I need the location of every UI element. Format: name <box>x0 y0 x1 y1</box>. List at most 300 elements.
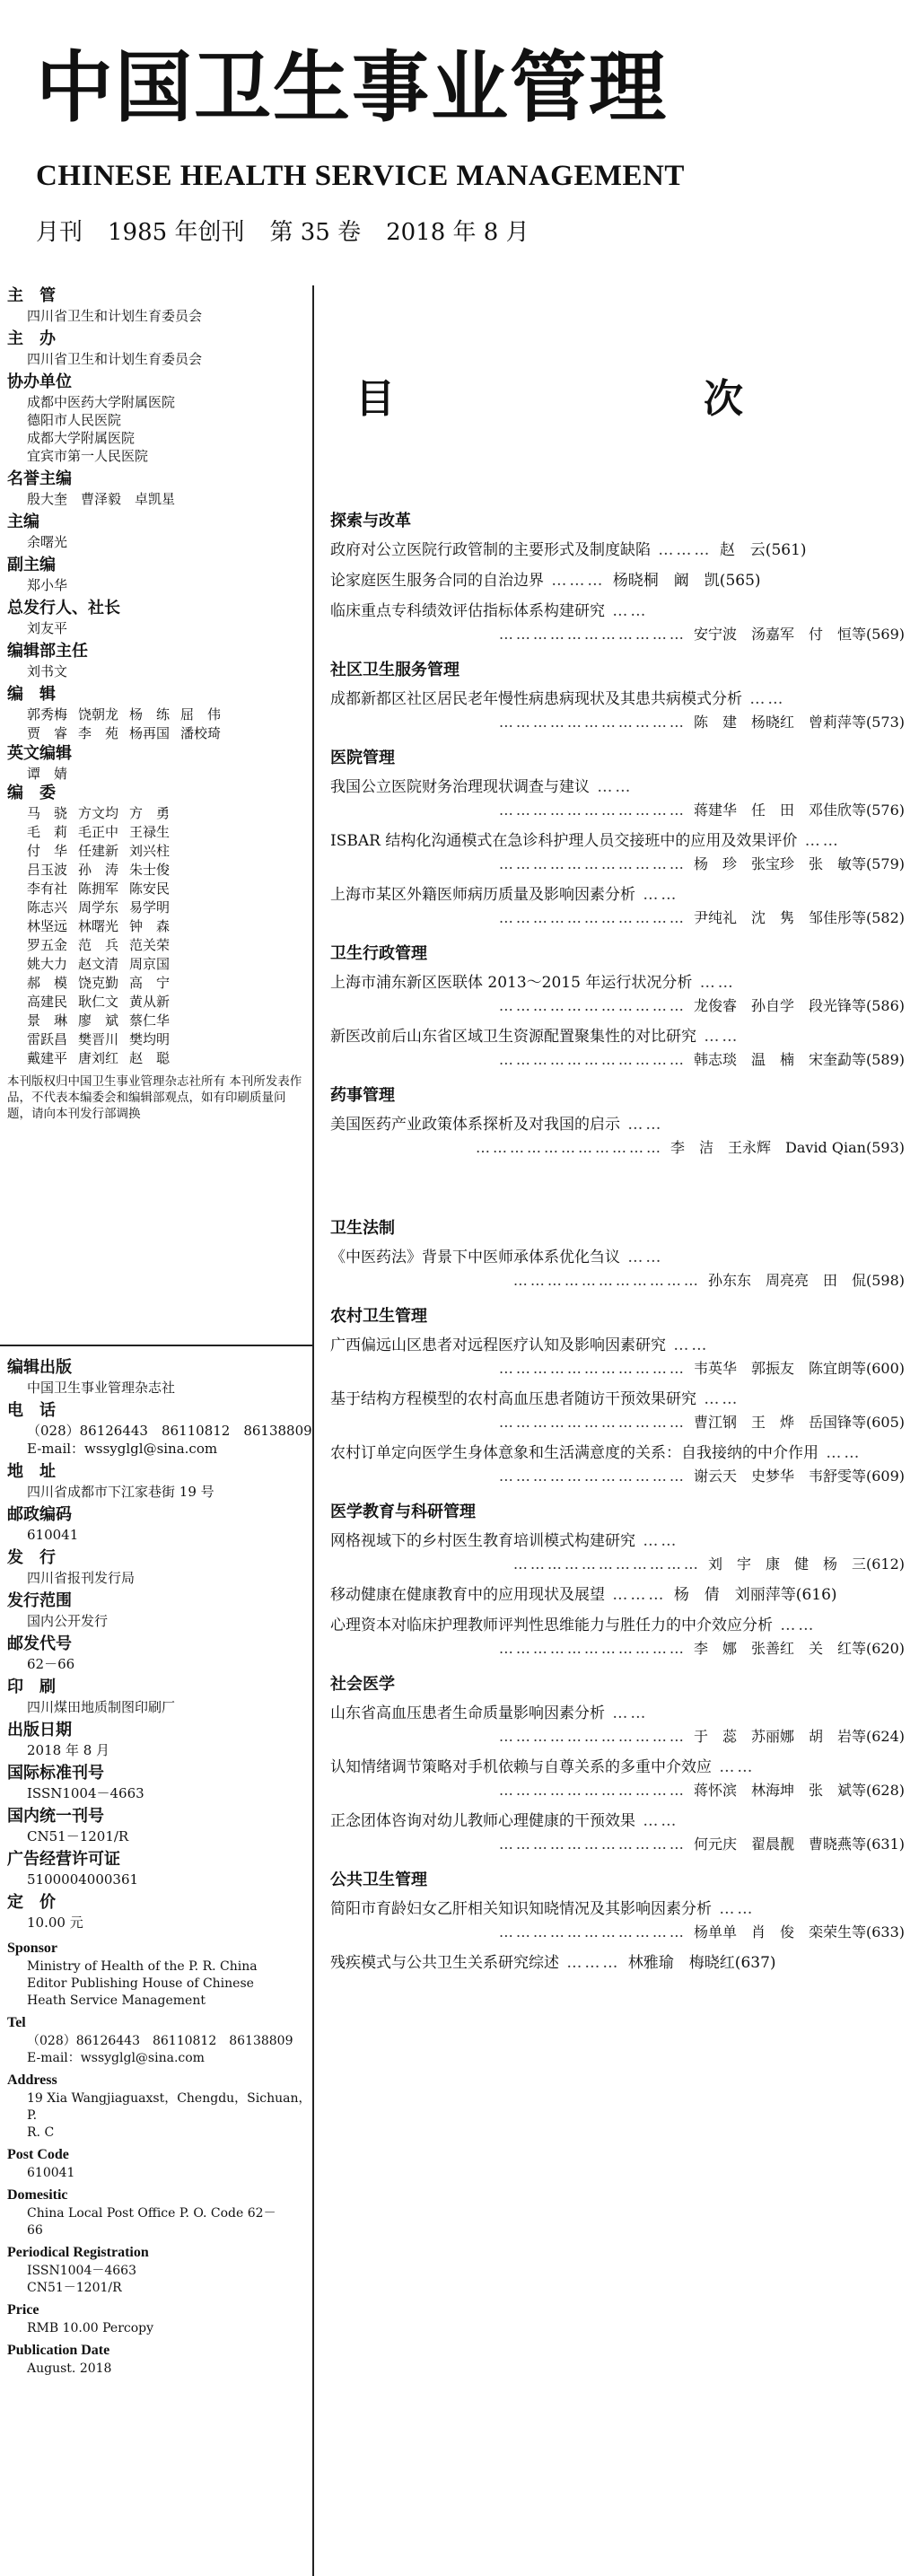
article-authors: 林雅瑜 梅晓红(637) <box>627 1954 776 1972</box>
leader-dots: …………………………… <box>498 1468 694 1485</box>
toc-entry-meta <box>330 1357 905 1380</box>
leader-dots: …………………………… <box>498 802 694 819</box>
article-title: 《中医药法》背景下中医师承体系优化刍议 <box>330 1249 620 1266</box>
committee-member-name: 林坚远 <box>27 918 68 934</box>
committee-heading: 编 委 <box>7 784 56 802</box>
leader-dots: …………………………… <box>498 909 694 926</box>
toc-category: 探索与改革 <box>330 512 411 530</box>
committee-member-name: 樊均明 <box>129 1031 171 1047</box>
toc-entry-meta <box>330 1921 905 1944</box>
article-title: 移动健康在健康教育中的应用现状及展望 <box>330 1586 605 1604</box>
publication-en-value: ISSN1004－4663 <box>27 2264 136 2278</box>
toc-entry[interactable] <box>330 1388 905 1434</box>
committee-member-name: 戴建平 <box>27 1050 68 1066</box>
committee-member-name: 陈拥军 <box>78 881 119 897</box>
leader-dots: …………………………… <box>498 1414 694 1431</box>
toc-entry-title <box>330 1614 905 1637</box>
sidebar-divider <box>0 1345 312 1346</box>
sidebar-editorial-board <box>0 285 312 1345</box>
imprint-heading: 主编 <box>7 513 39 531</box>
publication-section <box>7 1634 312 1673</box>
toc-entry[interactable] <box>330 1025 905 1072</box>
publication-value: 10.00 元 <box>27 1914 83 1931</box>
imprint-section <box>7 372 312 465</box>
toc-entry-title <box>330 1441 905 1465</box>
toc-entry[interactable] <box>330 829 905 876</box>
article-authors: 尹纯礼 沈 隽 邹佳彤等(582) <box>693 909 905 926</box>
publication-en-value: 610041 <box>27 2166 75 2180</box>
publication-value: 2018 年 8 月 <box>27 1742 110 1758</box>
toc-entry-title <box>330 1113 905 1136</box>
imprint-section <box>7 469 312 508</box>
committee-member-name: 姚大力 <box>27 956 68 972</box>
toc-entry[interactable] <box>330 1756 905 1802</box>
imprint-value: 成都中医药大学附属医院 <box>27 394 176 410</box>
article-title: 政府对公立医院行政管制的主要形式及制度缺陷 <box>330 541 651 559</box>
leader-dots: …………………………… <box>475 1139 671 1156</box>
leader-dots: …… <box>620 1249 664 1266</box>
editor-name: 杨再国 <box>129 725 171 741</box>
publication-heading: 印 刷 <box>7 1678 56 1696</box>
publication-en-section <box>7 2186 312 2239</box>
publication-value: 国内公开发行 <box>27 1613 109 1629</box>
toc-entry-meta <box>330 1136 905 1160</box>
leader-dots: …… <box>818 1444 862 1462</box>
article-authors: 陈 建 杨晓红 曾莉萍等(573) <box>693 714 905 731</box>
imprint-value: 四川省卫生和计划生育委员会 <box>27 308 203 324</box>
publication-section <box>7 1400 312 1458</box>
toc-entry-title <box>330 1756 905 1779</box>
committee-member-name: 李有社 <box>27 881 68 897</box>
publication-section <box>7 1590 312 1630</box>
article-authors: 韩志琰 温 楠 宋奎勐等(589) <box>693 1051 905 1068</box>
committee-member-name: 王禄生 <box>129 824 171 840</box>
leader-dots: ……… <box>605 1586 674 1604</box>
publication-en-section <box>7 2341 312 2378</box>
leader-dots: …………………………… <box>498 1728 694 1745</box>
committee-member-name: 周学东 <box>78 899 119 916</box>
article-title: 残疾模式与公共卫生关系研究综述 <box>330 1954 559 1972</box>
article-title: 临床重点专科绩效评估指标体系构建研究 <box>330 602 605 620</box>
committee-member-name: 钟 森 <box>129 918 171 934</box>
committee-member-name: 方 勇 <box>129 805 171 821</box>
toc-entry-meta <box>330 1269 905 1292</box>
editor-name: 饶朝龙 <box>78 706 119 723</box>
toc-entry-title <box>330 1897 905 1921</box>
toc-entry-title <box>330 1388 905 1411</box>
leader-dots: …………………………… <box>498 714 694 731</box>
publication-en-value: CN51－1201/R <box>27 2281 122 2295</box>
committee-section <box>7 783 312 1068</box>
publication-section <box>7 1677 312 1716</box>
article-title: 心理资本对临床护理教师评判性思维能力与胜任力的中介效应分析 <box>330 1617 773 1634</box>
publication-value: 62－66 <box>27 1656 75 1672</box>
toc-entry-meta <box>330 1637 905 1660</box>
publication-en-value: Heath Service Management <box>27 1993 206 2008</box>
toc-entry-title <box>330 1529 905 1553</box>
article-authors: 赵 云(561) <box>719 541 807 559</box>
article-title: 正念团体咨询对幼儿教师心理健康的干预效果 <box>330 1812 635 1830</box>
toc-entry-title <box>330 1702 905 1725</box>
publication-value: 610041 <box>27 1527 79 1543</box>
publication-heading: 邮发代号 <box>7 1634 72 1653</box>
toc-entry[interactable] <box>330 569 905 592</box>
leader-dots: …… <box>590 778 634 796</box>
committee-member-name: 唐刘红 <box>78 1050 119 1066</box>
committee-member-row <box>27 842 312 861</box>
publication-section <box>7 1461 312 1501</box>
toc-entry-line <box>330 1951 905 1975</box>
publication-value: CN51－1201/R <box>27 1828 129 1844</box>
leader-dots: …… <box>605 1704 649 1722</box>
toc-entry[interactable] <box>330 1246 905 1292</box>
article-authors: 刘 宇 康 健 杨 三(612) <box>707 1555 905 1573</box>
toc-entry[interactable] <box>330 775 905 822</box>
toc-entry-title <box>330 971 905 994</box>
toc-entry[interactable] <box>330 1113 905 1160</box>
journal-title-cn: 中国卫生事业管理 <box>36 43 668 133</box>
imprint-value: 殷大奎 曹泽毅 卓凯星 <box>27 491 176 507</box>
committee-member-name: 任建新 <box>78 843 119 859</box>
toc-category: 社区卫生服务管理 <box>330 661 460 679</box>
article-title: 上海市某区外籍医师病历质量及影响因素分析 <box>330 886 635 904</box>
article-title: 简阳市育龄妇女乙肝相关知识知晓情况及其影响因素分析 <box>330 1900 712 1918</box>
toc-entry-title <box>330 829 905 853</box>
publication-value: 四川省成都市下江家巷街 19 号 <box>27 1484 214 1500</box>
article-title: ISBAR 结构化沟通模式在急诊科护理人员交接班中的应用及效果评价 <box>330 832 798 850</box>
publication-value: 中国卫生事业管理杂志社 <box>27 1380 176 1396</box>
publication-section <box>7 1547 312 1587</box>
toc-entry-title <box>330 1334 905 1357</box>
committee-member-name: 黄从新 <box>129 994 171 1010</box>
leader-dots: …………………………… <box>498 997 694 1014</box>
leader-dots: ……… <box>651 541 720 559</box>
editor-name: 屈 伟 <box>180 706 222 723</box>
leader-dots: …… <box>712 1900 756 1918</box>
article-authors: 杨 倩 刘丽萍等(616) <box>673 1586 837 1604</box>
toc-entry[interactable] <box>330 1702 905 1748</box>
article-authors: 龙俊睿 孙自学 段光锋等(586) <box>693 997 905 1014</box>
publication-value: ISSN1004－4663 <box>27 1785 144 1801</box>
article-title: 认知情绪调节策略对手机依赖与自尊关系的多重中介效应 <box>330 1758 712 1776</box>
leader-dots: …… <box>635 1812 679 1830</box>
publication-heading: 国内统一刊号 <box>7 1807 104 1826</box>
publication-heading: 国际标准刊号 <box>7 1764 104 1783</box>
committee-member-name: 廖 斌 <box>78 1012 119 1029</box>
article-title: 基于结构方程模型的农村高血压患者随访干预效果研究 <box>330 1390 696 1408</box>
toc-entry-meta <box>330 711 905 734</box>
publication-en-heading: Publication Date <box>7 2343 110 2358</box>
imprint-value: 郑小华 <box>27 577 68 593</box>
article-authors: 孙东东 周亮亮 田 侃(598) <box>707 1272 905 1289</box>
committee-member-row <box>27 1012 312 1030</box>
toc-entry[interactable] <box>330 600 905 646</box>
imprint-value: 余曙光 <box>27 534 68 550</box>
committee-member-name: 刘兴柱 <box>129 843 171 859</box>
committee-member-name: 赵文清 <box>78 956 119 972</box>
publication-heading: 地 址 <box>7 1462 56 1481</box>
leader-dots: …………………………… <box>498 626 694 643</box>
article-authors: 谢云天 史梦华 韦舒雯等(609) <box>693 1468 905 1485</box>
publication-section <box>7 1806 312 1845</box>
leader-dots: …… <box>742 690 786 708</box>
toc-entry[interactable] <box>330 883 905 930</box>
toc-entry-title <box>330 775 905 799</box>
committee-member-name: 孙 涛 <box>78 862 119 878</box>
toc-entry-meta <box>330 994 905 1018</box>
publication-en-value: E-mail：wssyglgl@sina.com <box>27 2051 205 2065</box>
publication-en-heading: Sponsor <box>7 1941 58 1956</box>
committee-member-row <box>27 974 312 993</box>
publication-section <box>7 1849 312 1888</box>
publication-en-section <box>7 2243 312 2297</box>
leader-dots: …… <box>692 974 736 992</box>
leader-dots: ……… <box>559 1954 628 1972</box>
committee-member-name: 罗五金 <box>27 937 68 953</box>
leader-dots: …… <box>666 1336 710 1354</box>
publication-heading: 发 行 <box>7 1548 56 1567</box>
publication-value: 5100004000361 <box>27 1871 139 1888</box>
committee-member-row <box>27 861 312 880</box>
imprint-heading: 副主编 <box>7 556 56 574</box>
leader-dots: …………………………… <box>498 1051 694 1068</box>
sidebar-imprint <box>0 285 314 2576</box>
committee-member-name: 范关荣 <box>129 937 171 953</box>
toc-entry-title <box>330 1246 905 1269</box>
toc-category: 农村卫生管理 <box>330 1307 427 1326</box>
toc-entry-meta <box>330 1465 905 1488</box>
english-editor-section <box>7 743 312 783</box>
leader-dots: …………………………… <box>498 1923 694 1941</box>
publication-en-section <box>7 2300 312 2337</box>
masthead <box>0 0 919 269</box>
committee-member-row <box>27 880 312 898</box>
publication-section <box>7 1763 312 1802</box>
article-title: 我国公立医院财务治理现状调查与建议 <box>330 778 590 796</box>
committee-member-name: 吕玉波 <box>27 862 68 878</box>
publication-en-value: China Local Post Office P. O. Code 62－ <box>27 2206 276 2221</box>
toc-entry-title <box>330 883 905 907</box>
toc-entry-meta <box>330 1725 905 1748</box>
toc-entry-meta <box>330 799 905 822</box>
imprint-heading: 名誉主编 <box>7 469 72 488</box>
publication-section <box>7 1720 312 1759</box>
leader-dots: …………………………… <box>498 1782 694 1799</box>
article-authors: 蒋怀滨 林海坤 张 斌等(628) <box>693 1782 905 1799</box>
leader-dots: ……… <box>544 572 613 590</box>
article-authors: 杨晓桐 阚 凯(565) <box>612 572 761 590</box>
frequency: 月刊 <box>36 219 83 246</box>
publication-en-heading: Periodical Registration <box>7 2245 149 2260</box>
article-authors: 何元庆 翟晨靓 曹晓燕等(631) <box>693 1836 905 1853</box>
publication-heading: 发行范围 <box>7 1591 72 1610</box>
publication-en-section <box>7 2145 312 2182</box>
article-title: 农村订单定向医学生身体意象和生活满意度的关系：自我接纳的中介作用 <box>330 1444 818 1462</box>
issue-info <box>36 214 555 247</box>
founded: 1985 年创刊 <box>108 219 245 246</box>
leader-dots: …… <box>620 1116 664 1134</box>
article-title: 成都新都区社区居民老年慢性病患病现状及其患共病模式分析 <box>330 690 742 708</box>
toc-entry[interactable] <box>330 688 905 734</box>
toc-entry-meta <box>330 1048 905 1072</box>
committee-member-row <box>27 804 312 823</box>
imprint-value: 宜宾市第一人民医院 <box>27 448 149 464</box>
toc-entry[interactable] <box>330 1529 905 1576</box>
article-authors: 李 娜 张善红 关 红等(620) <box>693 1640 905 1657</box>
editor-name: 潘校琦 <box>180 725 222 741</box>
committee-member-name: 朱士俊 <box>129 862 171 878</box>
toc-entry-meta <box>330 1779 905 1802</box>
imprint-value: 德阳市人民医院 <box>27 412 122 428</box>
toc-entry[interactable] <box>330 1614 905 1660</box>
committee-member-name: 毛 莉 <box>27 824 68 840</box>
leader-dots: …… <box>635 886 679 904</box>
toc-entry[interactable] <box>330 1951 905 1975</box>
toc-category: 医院管理 <box>330 749 395 767</box>
editor-name: 李 苑 <box>78 725 119 741</box>
toc-list <box>330 510 905 1982</box>
toc-entry-title <box>330 600 905 623</box>
committee-member-name: 雷跃昌 <box>27 1031 68 1047</box>
publication-en-value: RMB 10.00 Percopy <box>27 2321 154 2335</box>
imprint-section <box>7 598 312 637</box>
publication-heading: 定 价 <box>7 1893 56 1912</box>
committee-member-name: 陈安民 <box>129 881 171 897</box>
issue-date: 2018 年 8 月 <box>386 219 530 246</box>
publication-en-heading: Price <box>7 2302 39 2318</box>
article-title: 山东省高血压患者生命质量影响因素分析 <box>330 1704 605 1722</box>
leader-dots: …………………………… <box>512 1272 708 1289</box>
editor-row <box>27 724 312 743</box>
imprint-section <box>7 512 312 551</box>
publication-en-value: Ministry of Health of the P. R. China <box>27 1959 258 1974</box>
publication-en-value: Editor Publishing House of Chinese <box>27 1976 254 1991</box>
leader-dots: …………………………… <box>498 1836 694 1853</box>
toc-category: 卫生法制 <box>330 1219 395 1238</box>
toc-entry-meta <box>330 1411 905 1434</box>
article-authors: 安宁波 汤嘉军 付 恒等(569) <box>693 626 905 643</box>
leader-dots: …… <box>712 1758 756 1776</box>
publication-en-section <box>7 2071 312 2142</box>
toc-entry-title <box>330 1025 905 1048</box>
imprint-heading: 总发行人、社长 <box>7 599 120 618</box>
publication-value: 四川省报刊发行局 <box>27 1570 136 1586</box>
committee-member-name: 高建民 <box>27 994 68 1010</box>
editors-section <box>7 684 312 743</box>
publication-en-heading: Tel <box>7 2015 26 2030</box>
toc-entry[interactable] <box>330 1441 905 1488</box>
committee-member-row <box>27 936 312 955</box>
imprint-section <box>7 285 312 325</box>
committee-member-name: 蔡仁华 <box>129 1012 171 1029</box>
publication-en-heading: Domesitic <box>7 2187 68 2203</box>
sidebar-publication-info <box>0 1357 312 2560</box>
toc-entry-line <box>330 1583 905 1607</box>
publication-en-heading: Address <box>7 2072 57 2088</box>
publication-en-value: 66 <box>27 2223 43 2238</box>
editor-name: 贾 睿 <box>27 725 68 741</box>
imprint-heading: 主 管 <box>7 286 56 305</box>
toc-entry[interactable] <box>330 1334 905 1380</box>
committee-member-name: 陈志兴 <box>27 899 68 916</box>
toc-entry-meta <box>330 907 905 930</box>
editor-name: 杨 练 <box>129 706 171 723</box>
toc-entry-title <box>330 1809 905 1833</box>
toc-category: 药事管理 <box>330 1086 395 1105</box>
committee-member-name: 林曙光 <box>78 918 119 934</box>
committee-member-name: 景 琳 <box>27 1012 68 1029</box>
toc-entry[interactable] <box>330 1583 905 1607</box>
committee-member-row <box>27 823 312 842</box>
article-authors: 于 蕊 苏丽娜 胡 岩等(624) <box>693 1728 905 1745</box>
committee-member-row <box>27 1049 312 1068</box>
toc-category: 公共卫生管理 <box>330 1871 427 1889</box>
publication-en-value: （028）86126443 86110812 86138809 <box>27 2034 293 2048</box>
committee-member-name: 付 华 <box>27 843 68 859</box>
article-title: 新医改前后山东省区域卫生资源配置聚集性的对比研究 <box>330 1028 696 1046</box>
toc-entry[interactable] <box>330 971 905 1018</box>
imprint-section <box>7 329 312 368</box>
imprint-value: 刘友平 <box>27 620 68 636</box>
toc-entry-meta <box>330 1553 905 1576</box>
article-authors: 曹江钢 王 烨 岳国锋等(605) <box>693 1414 905 1431</box>
committee-member-name: 赵 聪 <box>129 1050 171 1066</box>
publication-en-value: 19 Xia Wangjiaguaxst，Chengdu，Sichuan，P. <box>27 2091 311 2123</box>
leader-dots: …………………………… <box>498 1360 694 1377</box>
english-editor-name: 谭 婧 <box>27 766 68 782</box>
article-authors: 蒋建华 任 田 邓佳欣等(576) <box>693 802 905 819</box>
leader-dots: …… <box>696 1028 740 1046</box>
publication-en-section <box>7 2013 312 2067</box>
article-title: 网格视域下的乡村医生教育培训模式构建研究 <box>330 1532 635 1550</box>
imprint-heading: 编辑部主任 <box>7 642 88 661</box>
english-editor-heading: 英文编辑 <box>7 744 72 763</box>
article-title: 美国医药产业政策体系探析及对我国的启示 <box>330 1116 620 1134</box>
leader-dots: …… <box>773 1617 817 1634</box>
imprint-section <box>7 641 312 680</box>
publication-en-heading: Post Code <box>7 2147 69 2162</box>
toc-entry-line <box>330 539 905 562</box>
committee-member-row <box>27 898 312 917</box>
committee-member-name: 方文均 <box>78 805 119 821</box>
publication-value: 四川煤田地质制图印刷厂 <box>27 1699 176 1715</box>
toc-entry-meta <box>330 853 905 876</box>
committee-member-name: 毛正中 <box>78 824 119 840</box>
editor-name: 郭秀梅 <box>27 706 68 723</box>
publication-en-section <box>7 1939 312 2010</box>
toc-entry[interactable] <box>330 539 905 562</box>
leader-dots: …………………………… <box>498 1640 694 1657</box>
publication-heading: 电 话 <box>7 1401 56 1420</box>
article-title: 上海市浦东新区医联体 2013～2015 年运行状况分析 <box>330 974 693 992</box>
committee-member-row <box>27 993 312 1012</box>
publication-heading: 编辑出版 <box>7 1358 72 1377</box>
committee-member-name: 马 骁 <box>27 805 68 821</box>
copyright-notice: 本刊版权归中国卫生事业管理杂志社所有 本刊所发表作品，不代表本编委会和编辑部观点，如有印刷质量问题，请向本刊发行部调换 <box>7 1074 302 1121</box>
article-authors: 杨单单 肖 俊 栾荣生等(633) <box>693 1923 905 1941</box>
publication-heading: 邮政编码 <box>7 1505 72 1524</box>
committee-member-name: 樊晋川 <box>78 1031 119 1047</box>
committee-member-name: 范 兵 <box>78 937 119 953</box>
imprint-value: 成都大学附属医院 <box>27 430 136 446</box>
toc-entry-line <box>330 569 905 592</box>
committee-member-row <box>27 917 312 936</box>
publication-section <box>7 1504 312 1544</box>
toc-entry[interactable] <box>330 1809 905 1856</box>
leader-dots: …… <box>635 1532 679 1550</box>
publication-value: E-mail：wssyglgl@sina.com <box>27 1441 218 1457</box>
toc-entry[interactable] <box>330 1897 905 1944</box>
